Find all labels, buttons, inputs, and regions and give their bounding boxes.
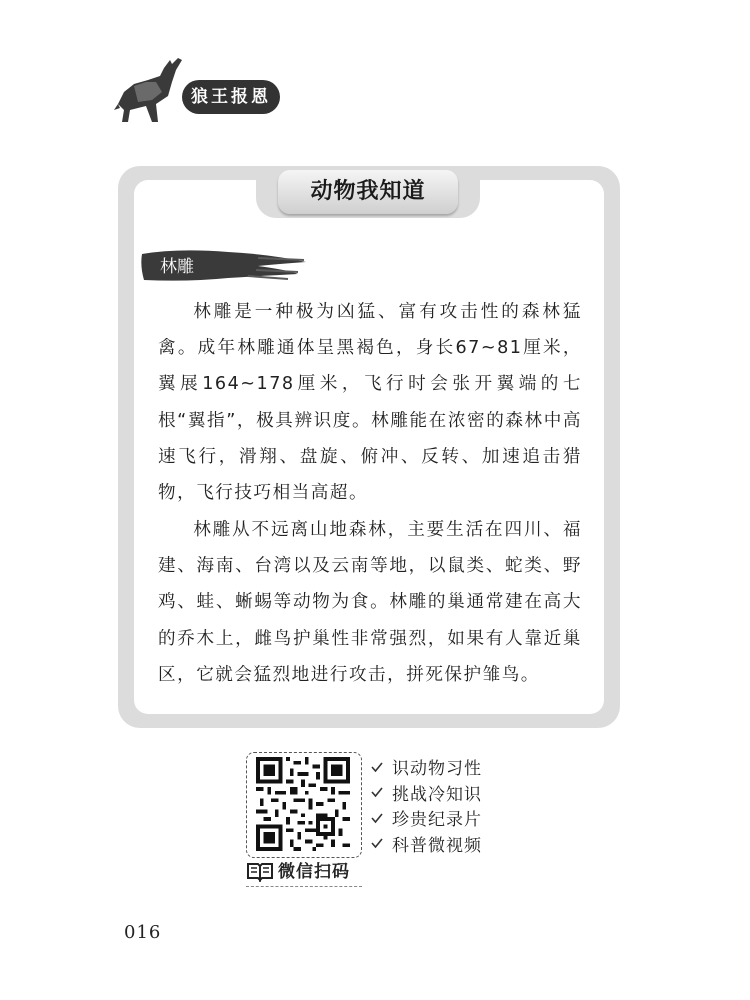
qr-code-icon[interactable]: [252, 757, 354, 851]
page-number: 016: [124, 922, 162, 943]
check-icon: [370, 785, 384, 799]
check-icon: [370, 836, 384, 850]
section-label: 林雕: [160, 257, 194, 277]
feature-label: 挑战冷知识: [392, 784, 482, 805]
wolf-icon: [112, 52, 190, 124]
feature-label: 科普微视频: [392, 835, 482, 856]
feature-item: [370, 780, 482, 806]
card-title: 动物我知道: [278, 170, 458, 214]
check-icon: [370, 760, 384, 774]
feature-item: [370, 754, 482, 780]
chapter-header: [112, 52, 282, 124]
paragraph-1: 林雕是一种极为凶猛、富有攻击性的森林猛禽。成年林雕通体呈黑褐色，身长67~81厘米，翼展164~178厘米，飞行时会张开翼端的七根“翼指”，极具辨识度。林雕能在浓密的森林中高速飞行，滑翔、盘旋、俯冲、反转、加速追击猎物，飞行技巧相当高超。: [158, 302, 582, 504]
feature-label: 珍贵纪录片: [392, 810, 482, 831]
chapter-title: 狼王报恩: [182, 80, 280, 114]
feature-label: 识动物习性: [392, 759, 482, 780]
book-icon: [246, 862, 274, 882]
divider: [246, 886, 362, 887]
feature-item: [370, 805, 482, 831]
paragraph-2: 林雕从不远离山地森林，主要生活在四川、福建、海南、台湾以及云南等地，以鼠类、蛇类、野鸡、蛙、蜥蜴等动物为食。林雕的巢通常建在高大的乔木上，雌鸟护巢性非常强烈，如果有人靠近巢区，它就会猛烈地进行攻击，拼死保护雏鸟。: [158, 520, 582, 685]
wechat-scan-label: 微信扫码: [278, 862, 350, 882]
feature-item: [370, 831, 482, 857]
feature-list: [370, 754, 482, 856]
wechat-scan[interactable]: [246, 858, 362, 886]
check-icon: [370, 811, 384, 825]
